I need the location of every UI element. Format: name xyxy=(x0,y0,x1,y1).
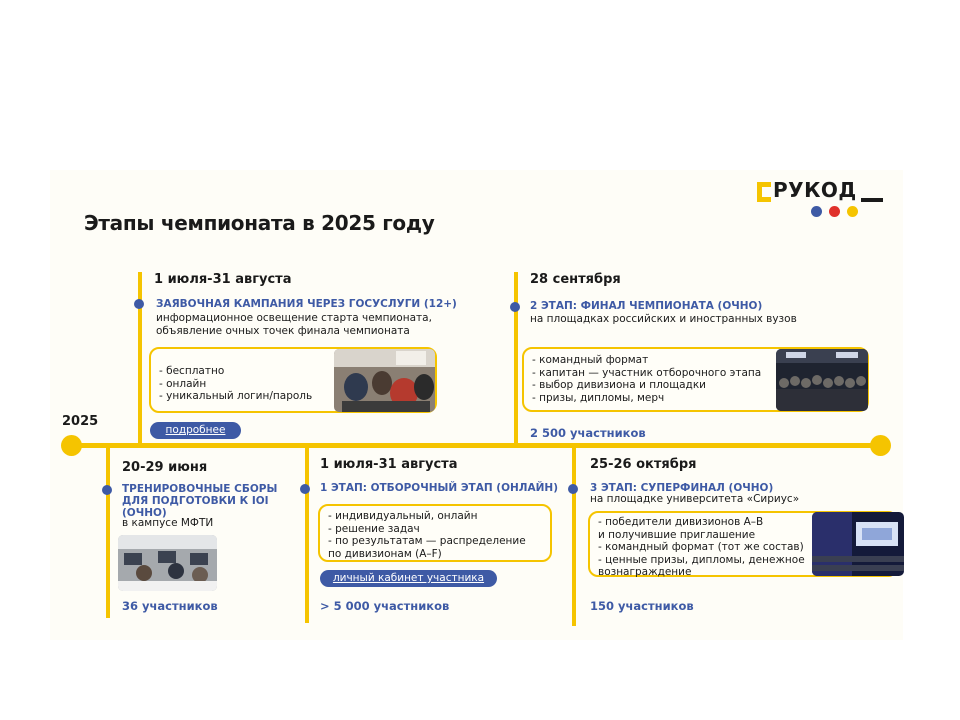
training-marker xyxy=(102,485,112,495)
registration-description: информационное освещение старта чемпионата, объявление очных точек финала чемпионата xyxy=(156,312,432,337)
list-item: - капитан — участник отборочного этапа xyxy=(532,366,762,379)
logo-underscore-icon xyxy=(861,198,883,202)
qualifying-heading: 1 ЭТАП: ОТБОРОЧНЫЙ ЭТАП (ОНЛАЙН) xyxy=(320,482,559,494)
list-item: по дивизионам (A–F) xyxy=(328,547,442,560)
rukod-logo xyxy=(757,178,885,224)
list-item: - победители дивизионов A–B xyxy=(598,516,764,528)
final-description: на площадках российских и иностранных вузов xyxy=(530,313,797,325)
connector-registration xyxy=(138,272,142,445)
timeline-year: 2025 xyxy=(62,414,99,429)
page-title: Этапы чемпионата в 2025 году xyxy=(84,211,435,235)
logo-dot-blue-icon xyxy=(811,206,822,217)
list-item: - онлайн xyxy=(159,377,207,390)
logo-dot-yellow-icon xyxy=(847,206,858,217)
training-photo xyxy=(118,535,217,591)
timeline-end-dot xyxy=(870,435,891,456)
logo-bracket-icon xyxy=(757,182,771,202)
connector-qualifying xyxy=(305,448,309,623)
final-date: 28 сентября xyxy=(530,272,621,287)
list-item: - индивидуальный, онлайн xyxy=(328,510,478,522)
connector-superfinal xyxy=(572,448,576,626)
superfinal-marker xyxy=(568,484,578,494)
connector-training xyxy=(106,448,110,618)
superfinal-description: на площадке университета «Сириус» xyxy=(590,493,800,505)
registration-marker xyxy=(134,299,144,309)
list-item: - бесплатно xyxy=(159,365,225,377)
list-item: вознаграждение xyxy=(598,566,692,578)
qualifying-marker xyxy=(300,484,310,494)
list-item: - по результатам — распределение xyxy=(328,535,526,547)
logo-text: РУКОД xyxy=(773,178,857,202)
superfinal-participants: 150 участников xyxy=(590,599,694,613)
qualifying-info-box xyxy=(318,504,552,562)
timeline-start-dot xyxy=(61,435,82,456)
registration-more-link[interactable]: подробнее xyxy=(150,422,241,439)
list-item: - уникальный логин/пароль xyxy=(159,390,313,402)
list-item: - выбор дивизиона и площадки xyxy=(532,379,706,391)
list-item: - призы, дипломы, мерч xyxy=(532,391,665,404)
training-heading: ТРЕНИРОВОЧНЫЕ СБОРЫ ДЛЯ ПОДГОТОВКИ К IOI (ОЧНО) xyxy=(122,483,278,519)
qualifying-participants: > 5 000 участников xyxy=(320,599,450,613)
registration-date: 1 июля-31 августа xyxy=(154,272,292,287)
logo-dot-red-icon xyxy=(829,206,840,217)
superfinal-photo xyxy=(812,512,904,576)
qualifying-date: 1 июля-31 августа xyxy=(320,457,458,472)
participant-account-link[interactable]: личный кабинет участника xyxy=(320,570,497,587)
list-item: - ценные призы, дипломы, денежное xyxy=(598,553,805,566)
final-heading: 2 ЭТАП: ФИНАЛ ЧЕМПИОНАТА (ОЧНО) xyxy=(530,300,763,312)
superfinal-date: 25-26 октября xyxy=(590,457,697,472)
training-date: 20-29 июня xyxy=(122,460,208,475)
registration-photo xyxy=(334,349,435,412)
connector-final xyxy=(514,272,518,445)
timeline-axis xyxy=(65,443,883,448)
training-description: в кампусе МФТИ xyxy=(122,517,214,529)
superfinal-heading: 3 ЭТАП: СУПЕРФИНАЛ (ОЧНО) xyxy=(590,482,774,494)
final-participants: 2 500 участников xyxy=(530,426,646,440)
final-photo xyxy=(776,349,868,411)
list-item: - командный формат xyxy=(532,354,649,366)
training-participants: 36 участников xyxy=(122,599,218,613)
final-marker xyxy=(510,302,520,312)
list-item: - решение задач xyxy=(328,522,420,535)
list-item: - командный формат (тот же состав) xyxy=(598,541,804,553)
registration-heading: ЗАЯВОЧНАЯ КАМПАНИЯ ЧЕРЕЗ ГОСУСЛУГИ (12+) xyxy=(156,298,457,310)
list-item: и получившие приглашение xyxy=(598,528,756,541)
